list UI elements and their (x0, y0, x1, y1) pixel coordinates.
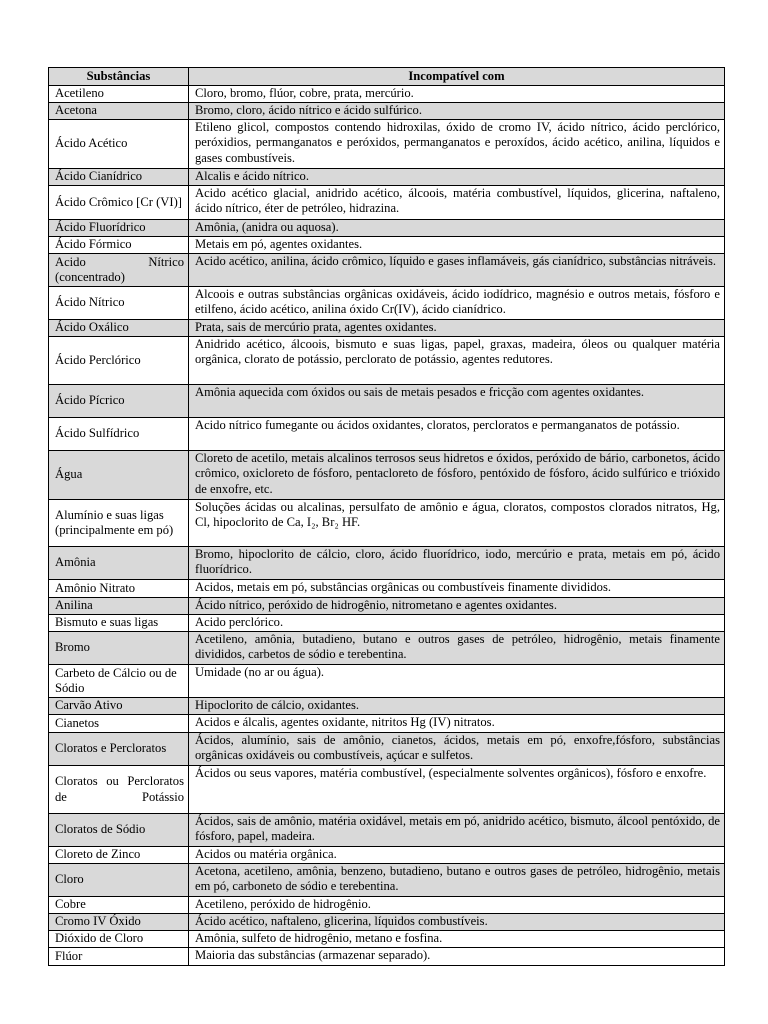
table-row (49, 766, 725, 814)
substance-cell: Cromo IV Óxido (49, 914, 189, 931)
header-incompatible-with: Incompatível com (189, 68, 725, 86)
table-row (49, 665, 725, 698)
table-row (49, 914, 725, 931)
substance-cell: Ácido Sulfídrico (49, 418, 189, 451)
table-row (49, 451, 725, 500)
substance-cell: Bismuto e suas ligas (49, 615, 189, 632)
incompatible-cell: Umidade (no ar ou água). (189, 665, 725, 698)
substance-cell: Ácido Nítrico (49, 287, 189, 320)
substance-cell: Cobre (49, 897, 189, 914)
table-row (49, 547, 725, 580)
incompatible-cell: Amônia, (anidra ou aquosa). (189, 220, 725, 237)
incompatible-cell: Bromo, hipoclorito de cálcio, cloro, ácido fluorídrico, iodo, mercúrio e prata, metais em pó, ácido fluorídrico. (189, 547, 725, 580)
incompatible-cell: Ácidos, sais de amônio, matéria oxidável, metais em pó, anidrido acético, bismuto, álcool pentóxido, de fósforo, papel, madeira. (189, 814, 725, 847)
substance-cell: Água (49, 451, 189, 500)
incompatible-cell: Acetileno, amônia, butadieno, butano e outros gases de petróleo, hidrogênio, metais finamente divididos, carbetos de sódio e terebentina. (189, 632, 725, 665)
substance-cell: Acetileno (49, 86, 189, 103)
substance-cell: Amônia (49, 547, 189, 580)
table-row (49, 103, 725, 120)
substance-cell: Cloro (49, 864, 189, 897)
incompatible-cell: Acetileno, peróxido de hidrogênio. (189, 897, 725, 914)
incompatible-cell: Amônia aquecida com óxidos ou sais de metais pesados e fricção com agentes oxidantes. (189, 385, 725, 418)
substance-cell: Acido Nítrico (concentrado) (49, 254, 189, 287)
table-row (49, 580, 725, 598)
substance-cell: Cloratos e Percloratos (49, 733, 189, 766)
table-row (49, 86, 725, 103)
incompatible-cell: Acido acético glacial, anidrido acético, álcoois, matéria combustível, líquidos, glicerina, naftaleno, ácido nítrico, éter de petróleo, hidrazina. (189, 186, 725, 220)
incompatible-cell: Acetona, acetileno, amônia, benzeno, butadieno, butano e outros gases de petróleo, hidrogênio, metais em pó, carboneto de sódio e terebentina. (189, 864, 725, 897)
incompatible-cell: Acido perclórico. (189, 615, 725, 632)
substance-cell: Acetona (49, 103, 189, 120)
table-header (49, 68, 725, 86)
table-row (49, 948, 725, 966)
table-row (49, 254, 725, 287)
substance-cell: Flúor (49, 948, 189, 966)
table-row (49, 500, 725, 547)
incompatible-cell: Hipoclorito de cálcio, oxidantes. (189, 698, 725, 715)
substance-cell: Ácido Cianídrico (49, 169, 189, 186)
incompatible-cell: Ácido acético, naftaleno, glicerina, líquidos combustíveis. (189, 914, 725, 931)
table-row (49, 287, 725, 320)
substance-cell: Carbeto de Cálcio ou de Sódio (49, 665, 189, 698)
incompatible-cell: Ácidos, alumínio, sais de amônio, cianetos, ácidos, metais em pó, enxofre,fósforo, substâncias orgânicas oxidáveis ou combustíveis, açúcar e sulfetos. (189, 733, 725, 766)
substance-cell: Cloratos ou Percloratos de Potássio (49, 766, 189, 814)
table-row (49, 320, 725, 337)
incompatible-cell: Amônia, sulfeto de hidrogênio, metano e fosfina. (189, 931, 725, 948)
incompatible-cell: Cloro, bromo, flúor, cobre, prata, mercúrio. (189, 86, 725, 103)
table-body (49, 86, 725, 966)
incompatible-cell: Alcoois e outras substâncias orgânicas oxidáveis, ácido iodídrico, magnésio e outros metais, fósforo e etilfeno, ácido acético, anilina óxido Cr(IV), ácido cianídrico. (189, 287, 725, 320)
substance-cell: Cianetos (49, 715, 189, 733)
table-row (49, 632, 725, 665)
table-row (49, 615, 725, 632)
table-row (49, 418, 725, 451)
header-row (49, 68, 725, 86)
substance-cell: Cloreto de Zinco (49, 847, 189, 864)
incompatible-cell: Acido acético, anilina, ácido crômico, líquido e gases inflamáveis, gás cianídrico, substâncias nitráveis. (189, 254, 725, 287)
table-row (49, 186, 725, 220)
table-row (49, 220, 725, 237)
table-row (49, 385, 725, 418)
table-row (49, 897, 725, 914)
table-row (49, 814, 725, 847)
substance-cell: Alumínio e suas ligas (principalmente em pó) (49, 500, 189, 547)
incompatible-cell: Metais em pó, agentes oxidantes. (189, 237, 725, 254)
incompatible-cell: Prata, sais de mercúrio prata, agentes oxidantes. (189, 320, 725, 337)
substance-cell: Ácido Fórmico (49, 237, 189, 254)
incompatible-cell: Maioria das substâncias (armazenar separado). (189, 948, 725, 966)
substance-cell: Ácido Perclórico (49, 337, 189, 385)
table-row (49, 598, 725, 615)
incompatibility-table (48, 67, 725, 966)
incompatible-cell: Cloreto de acetilo, metais alcalinos terrosos seus hidretos e óxidos, peróxido de bário, carbonetos, ácido crômico, oxicloreto de fósforo, pentacloreto de fósforo, pentóxido de fósforo, ácido sulfúrico e trióxido de enxofre, etc. (189, 451, 725, 500)
table-row (49, 237, 725, 254)
header-substances: Substâncias (49, 68, 189, 86)
table-row (49, 931, 725, 948)
incompatible-cell: Soluções ácidas ou alcalinas, persulfato de amônio e água, cloratos, compostos clorados nitratos, Hg, Cl, hipoclorito de Ca, I₂, Br₂ HF. (189, 500, 725, 547)
substance-cell: Ácido Acético (49, 120, 189, 169)
incompatible-cell: Acidos e álcalis, agentes oxidante, nitritos Hg (IV) nitratos. (189, 715, 725, 733)
incompatible-cell: Bromo, cloro, ácido nítrico e ácido sulfúrico. (189, 103, 725, 120)
incompatible-cell: Acidos ou matéria orgânica. (189, 847, 725, 864)
substance-cell: Amônio Nitrato (49, 580, 189, 598)
table-row (49, 715, 725, 733)
incompatible-cell: Alcalis e ácido nítrico. (189, 169, 725, 186)
incompatible-cell: Ácidos ou seus vapores, matéria combustível, (especialmente solventes orgânicos), fósforo e enxofre. (189, 766, 725, 814)
incompatible-cell: Etileno glicol, compostos contendo hidroxilas, óxido de cromo IV, ácido nítrico, ácido perclórico, peróxidios, permanganatos e peróxidos, permanganatos e peroxídos, ácido acético, anilina, líquidos e gases combustíveis. (189, 120, 725, 169)
substance-cell: Ácido Pícrico (49, 385, 189, 418)
table-row (49, 120, 725, 169)
table-row (49, 698, 725, 715)
table-row (49, 864, 725, 897)
table-row (49, 847, 725, 864)
substance-cell: Ácido Crômico [Cr (VI)] (49, 186, 189, 220)
incompatible-cell: Ácido nítrico, peróxido de hidrogênio, nitrometano e agentes oxidantes. (189, 598, 725, 615)
substance-cell: Ácido Oxálico (49, 320, 189, 337)
incompatible-cell: Acidos, metais em pó, substâncias orgânicas ou combustíveis finamente divididos. (189, 580, 725, 598)
substance-cell: Carvão Ativo (49, 698, 189, 715)
substance-cell: Bromo (49, 632, 189, 665)
table-row (49, 733, 725, 766)
table-row (49, 337, 725, 385)
substance-cell: Cloratos de Sódio (49, 814, 189, 847)
incompatible-cell: Anidrido acético, álcoois, bismuto e suas ligas, papel, graxas, madeira, óleos ou qualquer matéria orgânica, clorato de potássio, perclorato de potássio, agentes redutores. (189, 337, 725, 385)
incompatible-cell: Acido nítrico fumegante ou ácidos oxidantes, cloratos, percloratos e permanganatos de potássio. (189, 418, 725, 451)
substance-cell: Dióxido de Cloro (49, 931, 189, 948)
substance-cell: Anilina (49, 598, 189, 615)
substance-cell: Ácido Fluorídrico (49, 220, 189, 237)
table-row (49, 169, 725, 186)
